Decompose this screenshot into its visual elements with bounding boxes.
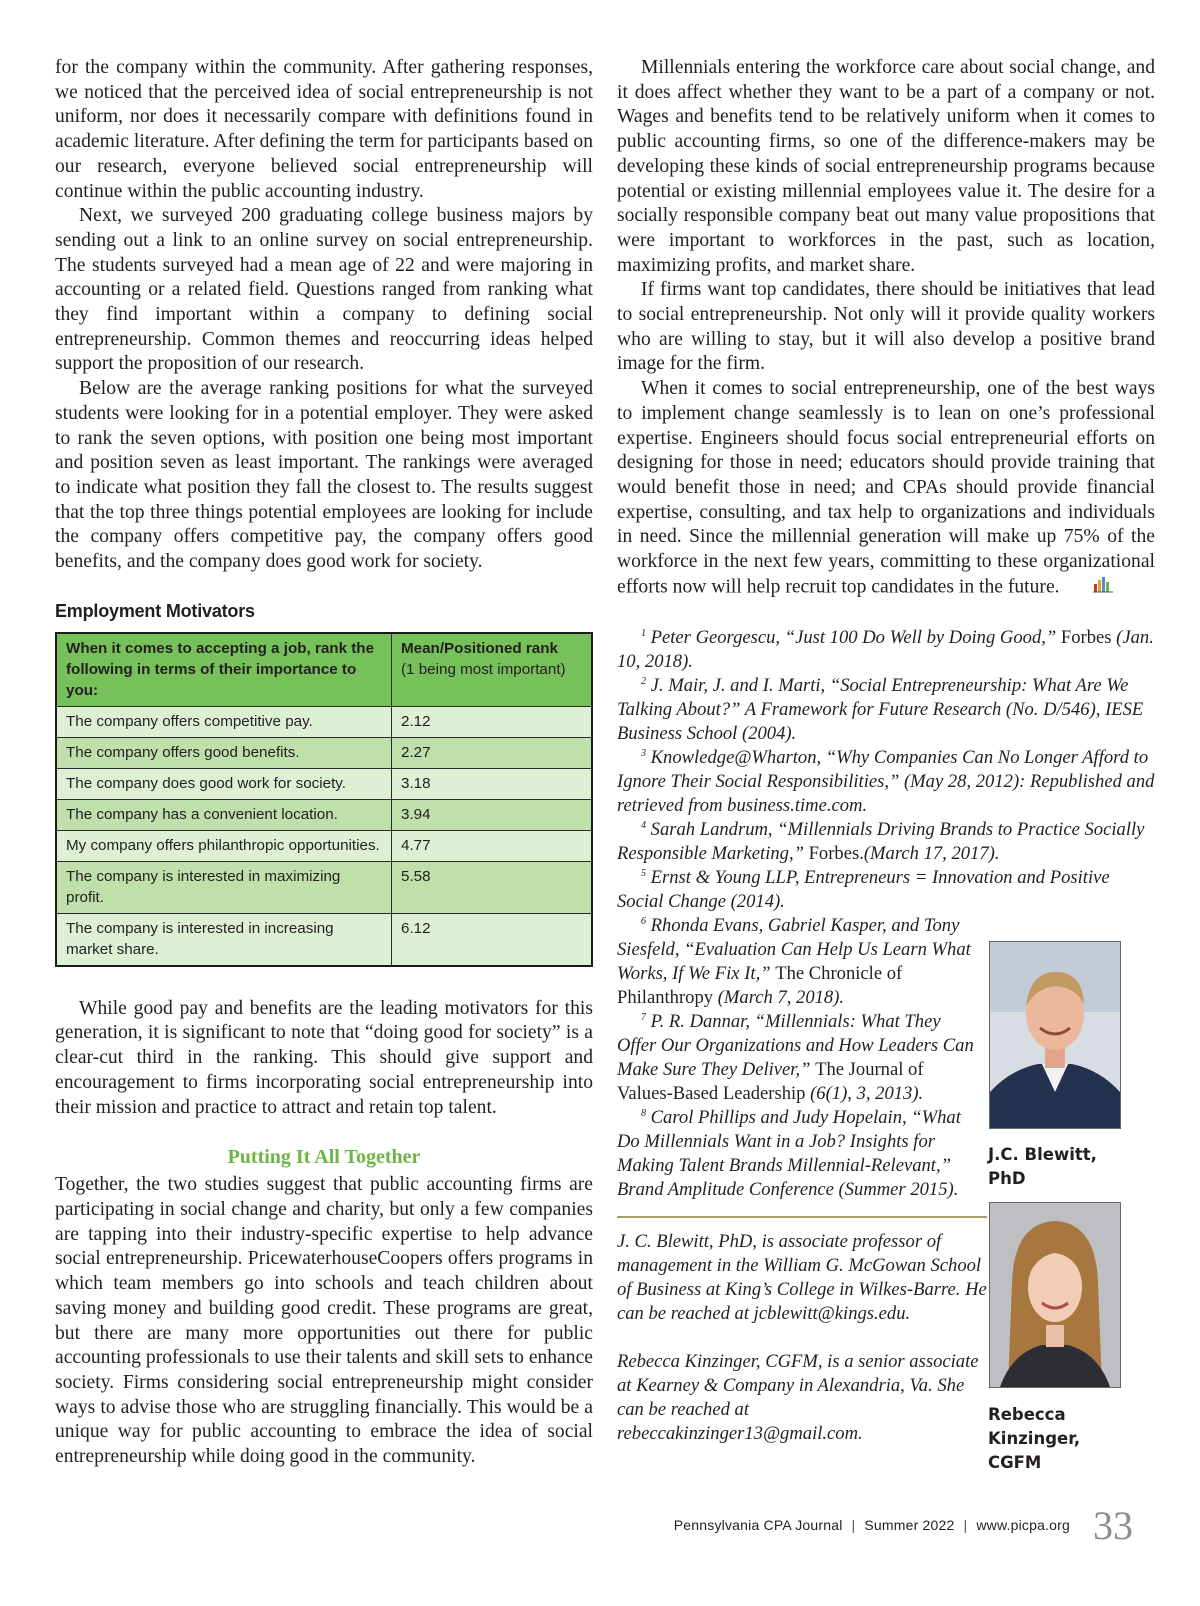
left-column <box>55 56 593 1470</box>
table-row <box>56 861 592 913</box>
footnote-number: 4 <box>641 820 646 832</box>
row-label: The company offers competitive pay. <box>56 706 392 737</box>
table-row <box>56 799 592 830</box>
page-number: 33 <box>1093 1503 1133 1548</box>
row-label: The company has a convenient location. <box>56 799 392 830</box>
row-label: The company offers good benefits. <box>56 737 392 768</box>
footnote-text: P. R. Dannar, “Millennials: What They Offer Our Organizations and How Leaders Can Make Sure They Deliver,” <box>617 1011 974 1081</box>
author-bios <box>617 1230 987 1446</box>
body-paragraph: for the company within the community. After gathering responses, we noticed that the perceived idea of social entrepreneurship is not uniform, nor does it necessarily compare with definitions found in academic literature. After defining the term for participants based on our research, everyone believed social entrepreneurship will continue within the public accounting industry. <box>55 57 593 202</box>
footnote-text: Ernst & Young LLP, Entrepreneurs = Innovation and Positive Social Change (2014). <box>617 867 1110 913</box>
footnote-date: (6(1), 3, 2013). <box>805 1083 924 1105</box>
footnote-text: Sarah Landrum, “Millennials Driving Brands to Practice Socially Responsible Marketing,” <box>617 819 1145 865</box>
footnote <box>617 866 1155 914</box>
footnote-text: J. Mair, J. and I. Marti, “Social Entrepreneurship: What Are We Talking About?” A Framework for Future Research (No. D/546), IESE Business School (2004). <box>617 675 1144 745</box>
footnote-date: (March 17, 2017). <box>863 843 1000 865</box>
row-value: 2.27 <box>392 737 593 768</box>
footnote-date: (March 7, 2018). <box>713 987 845 1009</box>
end-of-article-icon <box>1068 575 1114 601</box>
table-row <box>56 706 592 737</box>
footnote-number: 7 <box>641 1012 646 1024</box>
footer-separator: | <box>963 1517 968 1533</box>
table-header-row <box>56 633 592 707</box>
table-row <box>56 737 592 768</box>
body-paragraph: While good pay and benefits are the leading motivators for this generation, it is significant to note that “doing good for society” is a clear-cut third in the ranking. This should give support and encouragement to firms incorporating social entrepreneurship into their mission and practice to attract and retain top talent. <box>55 997 593 1118</box>
footnote-source: The Chronicle of Philanthropy <box>617 963 903 1009</box>
table-header-rank-note: (1 being most important) <box>401 660 566 678</box>
table-row <box>56 830 592 861</box>
page-footer <box>674 1517 1070 1533</box>
footnote <box>617 818 1155 866</box>
employment-motivators-table <box>55 632 593 967</box>
row-value: 3.18 <box>392 768 593 799</box>
row-label: The company does good work for society. <box>56 768 392 799</box>
row-label: My company offers philanthropic opportunities. <box>56 830 392 861</box>
author-bio: J. C. Blewitt, PhD, is associate professor of management in the William G. McGowan School of Business at King’s College in Wilkes-Barre. He can be reached at jcblewitt@kings.edu. <box>617 1231 987 1325</box>
body-paragraph: Below are the average ranking positions for what the surveyed students were looking for in a potential employer. They were asked to rank the seven options, with position one being most important and position seven as least important. The rankings were averaged to indicate what position they fall the closest to. The results suggest that the top three things potential employees are looking for include the company offers competitive pay, the company offers good benefits, and the company does good work for society. <box>55 378 593 573</box>
table-header-rank-title: Mean/Positioned rank <box>401 639 558 657</box>
paragraph-text: When it comes to social entrepreneurship, one of the best ways to implement change seamlessly is to lean on one’s professional expertise. Engineers should focus social entrepreneurial efforts on designing for those in need; educators should provide training that would benefit those in need; and CPAs should provide financial expertise, consulting, and tax help to organizations and individuals in need. Since the millennial generation will make up 75% of the workforce in the next few years, committing to these organizational efforts now will help recruit top candidates in the future. <box>617 378 1155 598</box>
footer-separator: | <box>851 1517 856 1533</box>
author-bio: Rebecca Kinzinger, CGFM, is a senior associate at Kearney & Company in Alexandria, Va. She can be reached at rebeccakinzinger13@gmail.com. <box>617 1351 979 1445</box>
footnote-source: Forbes <box>1060 627 1112 649</box>
body-paragraph: Next, we surveyed 200 graduating college business majors by sending out a link to an online survey on social entrepreneurship. The students surveyed had a mean age of 22 and were majoring in accounting or a related field. Questions ranged from ranking what they find important within a company to defining social entrepreneurship. Common themes and reoccurring ideas helped support the proposition of our research. <box>55 205 593 375</box>
website: www.picpa.org <box>976 1517 1070 1533</box>
footnote <box>617 674 1155 746</box>
author-caption: Rebecca Kinzinger, CGFM <box>988 1405 1081 1472</box>
row-value: 2.12 <box>392 706 593 737</box>
footnote-number: 5 <box>641 868 646 880</box>
footnote <box>617 746 1155 818</box>
footnote-number: 2 <box>641 676 646 688</box>
footnote-source: The Journal of Values-Based Leadership <box>617 1059 924 1105</box>
row-value: 4.77 <box>392 830 593 861</box>
divider <box>617 1216 987 1218</box>
footnote <box>617 1106 977 1202</box>
footnote <box>617 626 1155 674</box>
table-row <box>56 913 592 966</box>
journal-name: Pennsylvania CPA Journal <box>673 1517 843 1533</box>
issue-date: Summer 2022 <box>864 1517 955 1533</box>
table-header-question: When it comes to accepting a job, rank the following in terms of their importance to you: <box>56 633 392 707</box>
table-row <box>56 768 592 799</box>
author-photo <box>989 941 1121 1129</box>
footnote-text: Rhonda Evans, Gabriel Kasper, and Tony Siesfeld, “Evaluation Can Help Us Learn What Works, If We Fix It,” <box>617 915 971 985</box>
footnote-number: 8 <box>641 1108 646 1120</box>
footnote-text: Carol Phillips and Judy Hopelain, “What Do Millennials Want in a Job? Insights for Making Talent Brands Millennial-Relevant,” Brand Amplitude Conference (Summer 2015). <box>617 1107 961 1201</box>
body-paragraph: If firms want top candidates, there should be initiatives that lead to social entrepreneurship. Not only will it provide quality workers who are willing to stay, but it will also develop a positive brand image for the firm. <box>617 279 1155 375</box>
table-title: Employment Motivators <box>55 600 255 621</box>
table-header-rank <box>392 633 593 707</box>
body-paragraph: Millennials entering the workforce care about social change, and it does affect whether they want to be a part of a company or not. Wages and benefits tend to be relatively uniform when it comes to public accounting firms, so one of the difference-makers may be developing these kinds of social entrepreneurship programs because potential or existing millennial employees value it. The desire for a socially responsible company beat out many value propositions that were important to workforces in the past, such as location, maximizing profits, and market share. <box>617 57 1155 276</box>
footnote-text: Peter Georgescu, “Just 100 Do Well by Doing Good,” <box>650 627 1061 649</box>
footnote-number: 6 <box>641 916 646 928</box>
body-paragraph: Together, the two studies suggest that public accounting firms are participating in social change and charity, but only a few companies are tapping into their industry-specific expertise to help advance social entrepreneurship. PricewaterhouseCoopers offers programs in which team members go into schools and teach children about saving money and building good credit. These programs are great, but there are many more opportunities out there for public accounting professionals to use their talents and skill sets to enhance society. Firms considering social entrepreneurship might consider ways to advise those who are struggling financially. This would be a unique way for public accounting to embrace the idea of social entrepreneurship while doing good in the community. <box>55 1174 593 1468</box>
author-photo <box>989 1202 1121 1388</box>
author-caption: J.C. Blewitt, PhD <box>988 1145 1097 1188</box>
row-value: 5.58 <box>392 861 593 913</box>
row-label: The company is interested in maximizing profit. <box>56 861 392 913</box>
footnote <box>617 1010 977 1106</box>
body-paragraph <box>617 377 1155 600</box>
footnote-source: Forbes. <box>808 843 864 865</box>
footnote-text: Knowledge@Wharton, “Why Companies Can No Longer Afford to Ignore Their Social Responsibilities,” (May 28, 2012): Republished and retrieved from business.time.com. <box>617 747 1155 817</box>
footnote-number: 3 <box>641 748 646 760</box>
row-value: 3.94 <box>392 799 593 830</box>
footnote <box>617 914 977 1010</box>
footnote-date: (Jan. 10, 2018). <box>617 627 1154 673</box>
footnote-number: 1 <box>641 628 646 640</box>
row-label: The company is interested in increasing market share. <box>56 913 392 966</box>
row-value: 6.12 <box>392 913 593 966</box>
section-heading: Putting It All Together <box>227 1146 421 1169</box>
